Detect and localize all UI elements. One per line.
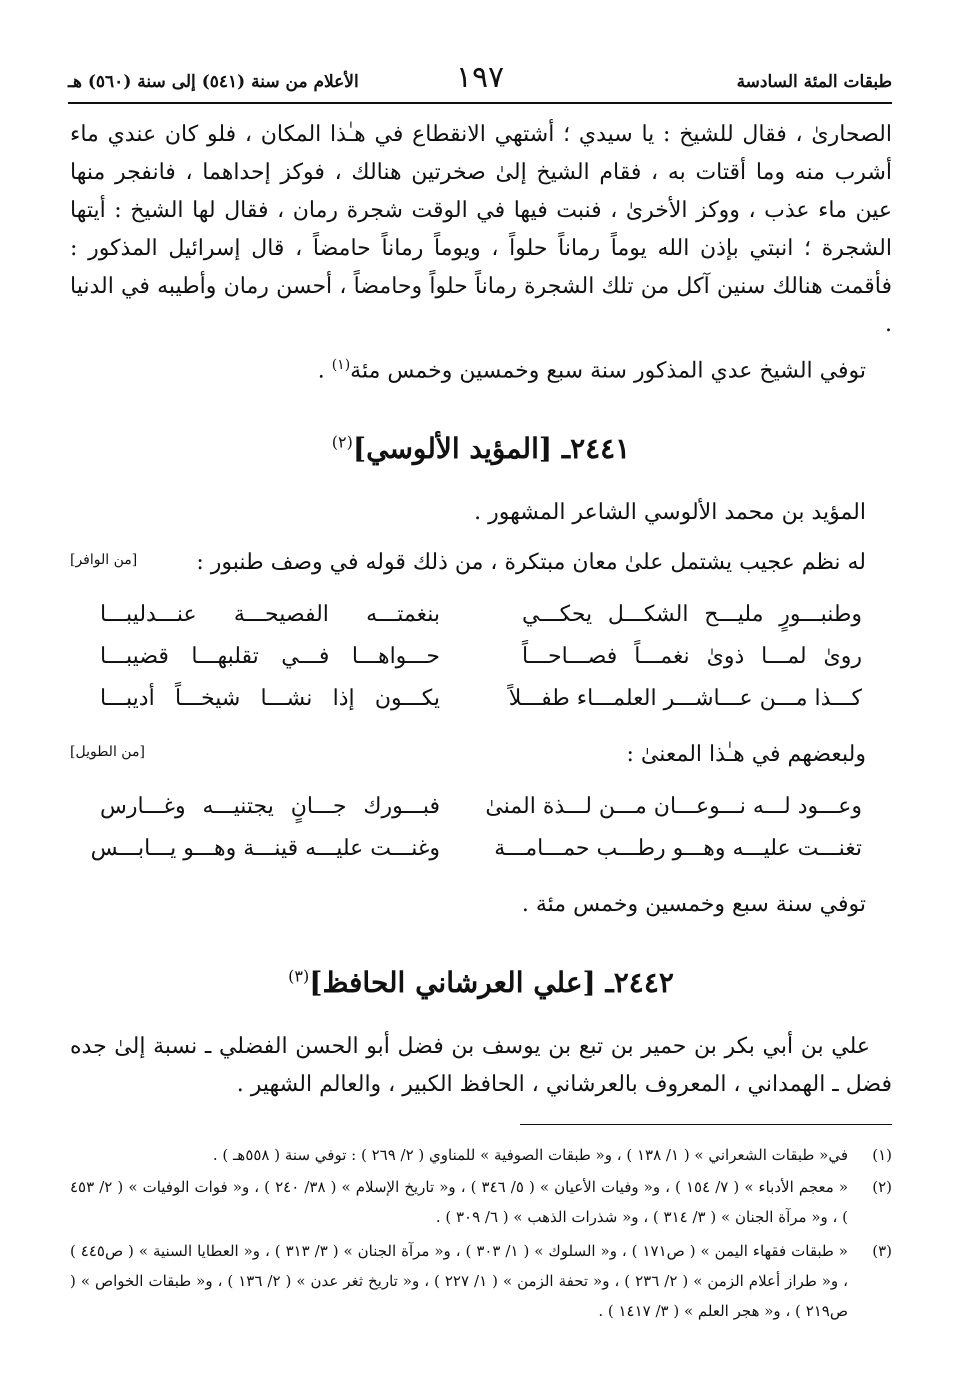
verse-4-first-hemistich: وعـــود لـــه نـــوعـــان مـــن لـــذة المنىٰ <box>485 794 862 819</box>
footnote-1-text: في« طبقات الشعراني » ( ١/ ١٣٨ ) ، و« طبقات الصوفية » للمناوي ( ٢/ ٢٦٩ ) : توفي سنة ( ٥٥٨هـ ) . <box>212 1146 848 1164</box>
entry-2441-death-line: توفي سنة سبع وخمسين وخمس مئة . <box>521 892 866 917</box>
footnote-3-number: (٣) <box>872 1242 892 1260</box>
footnote-3 <box>70 1236 892 1326</box>
running-header <box>68 60 892 100</box>
footnote-1 <box>70 1140 892 1170</box>
footnote-2 <box>70 1172 892 1232</box>
verse-1-second-hemistich: بنغمتـــه الفصيحـــة عنـــدليبـــا <box>100 602 440 627</box>
entry-2441-title-text: ٢٤٤١ـ [المؤيد الألوسي] <box>352 432 631 465</box>
verse-1-first-hemistich: وطنبـــورٍ مليـــح الشكـــل يحكـــي <box>522 602 862 627</box>
verse-3-second-hemistich: يكـــون إذا نشـــا شيخـــاً أديبـــا <box>100 686 440 711</box>
verse-2-first-hemistich: روىٰ لمـــا ذوىٰ نغمـــاً فصـــاحـــاً <box>522 644 862 669</box>
entry-2441-name-line: المؤيد بن محمد الألوسي الشاعر المشهور . <box>474 500 866 525</box>
verse-2-second-hemistich: حـــواهـــا فـــي تقلبهـــا قضيبـــا <box>100 644 440 669</box>
footnote-1-number: (١) <box>872 1146 892 1164</box>
entry-2441-intro-line: له نظم عجيب يشتمل علىٰ معان مبتكرة ، من ذلك قوله في وصف طنبور : <box>196 550 866 575</box>
footnote-ref-2: (٢) <box>331 432 353 452</box>
entry-2441-title <box>0 432 962 465</box>
death-line-adi-text: توفي الشيخ عدي المذكور سنة سبع وخمسين وخمس مئة <box>350 358 866 384</box>
meter-label-tawil: [من الطويل] <box>70 744 145 760</box>
footnote-divider <box>520 1124 892 1125</box>
verse-4-second-hemistich: فبـــورك جـــانٍ يجتنيـــه وغـــارس <box>100 794 440 819</box>
verse-5-second-hemistich: وغنـــت عليـــه قينـــة وهـــو يـــابـــس <box>90 836 440 861</box>
footnote-2-text: « معجم الأدباء » ( ٧/ ١٥٤ ) ، و« وفيات الأعيان » ( ٥/ ٣٤٦ ) ، و« تاريخ الإسلام » ( ٣٨/ ٢٤٠ ) ، و« فوات الوفيات » ( ٢/ ٤٥٣ ) ، و« مرآة الجنان » ( ٣/ ٣١٤ ) ، و« شذرات الذهب » ( ٦/ ٣٠٩ ) . <box>70 1178 849 1226</box>
verse-5-first-hemistich: تغنـــت عليـــه وهـــو رطـــب حمـــامـــة <box>494 836 862 861</box>
entry-2442-title-text: ٢٤٤٢ـ [علي العرشاني الحافظ] <box>309 966 674 999</box>
footnote-3-text: « طبقات فقهاء اليمن » ( ص١٧١ ) ، و« السلوك » ( ١/ ٣٠٣ ) ، و« مرآة الجنان » ( ٣/ ٣١٣ ) ، و« العطايا السنية » ( ص٤٤٥ ) ، و« طراز أعلام الزمن » ( ٢/ ٢٣٦ ) ، و« تحفة الزمن » ( ١/ ٢٢٧ ) ، و« تاريخ ثغر عدن » ( ٢/ ١٣٦ ) ، و« طبقات الخواص » ( ص٢١٩ ) ، و« هجر العلم » ( ٣/ ١٤١٧ ) . <box>70 1242 848 1320</box>
footnote-ref-1: (١) <box>331 357 351 373</box>
entry-2442-title <box>0 966 962 999</box>
death-line-adi <box>70 346 866 390</box>
header-divider <box>68 102 892 104</box>
entry-2441-second-intro: ولبعضهم في هـٰذا المعنىٰ : <box>626 742 866 767</box>
header-year-range: الأعلام من سنة (٥٤١) إلى سنة (٥٦٠) هـ <box>68 72 359 92</box>
meter-label-wafir: [من الوافر] <box>70 552 138 568</box>
verse-3-first-hemistich: كـــذا مـــن عـــاشـــر العلمـــاء طفـــلاً <box>508 686 862 711</box>
footnote-ref-3: (٣) <box>288 966 310 986</box>
intro-paragraph: الصحارىٰ ، فقال للشيخ : يا سيدي ؛ أشتهي الانقطاع في هـٰذا المكان ، فلو كان عندي ماء أشرب منه وما أقتات به ، فقام الشيخ إلىٰ صخرتين هنالك ، فوكز إحداهما ، فانفجر منها عين ماء عذب ، ووكز الأخرىٰ ، فنبت فيها في الوقت شجرة رمان ، فقال لها الشيخ : أيتها الشجرة ؛ انبتي بإذن الله يوماً رماناً حلواً ، ويوماً رماناً حامضاً ، قال إسرائيل المذكور : فأقمت هنالك سنين آكل من تلك الشجرة رماناً حلواً وحامضاً ، أحسن رمان وأطيبه في الدنيا . <box>70 122 893 337</box>
page-number: ١٩٧ <box>455 60 505 95</box>
entry-2442-paragraph: علي بن أبي بكر بن حمير بن تبع بن يوسف بن فضل أبو الحسن الفضلي ـ نسبة إلىٰ جده فضل ـ الهمداني ، المعروف بالعرشاني ، الحافظ الكبير ، والعالم الشهير . <box>70 1034 892 1097</box>
footnote-2-number: (٢) <box>872 1178 892 1196</box>
death-line-adi-end: . <box>317 358 332 384</box>
header-section-title: طبقات المئة السادسة <box>736 72 892 92</box>
